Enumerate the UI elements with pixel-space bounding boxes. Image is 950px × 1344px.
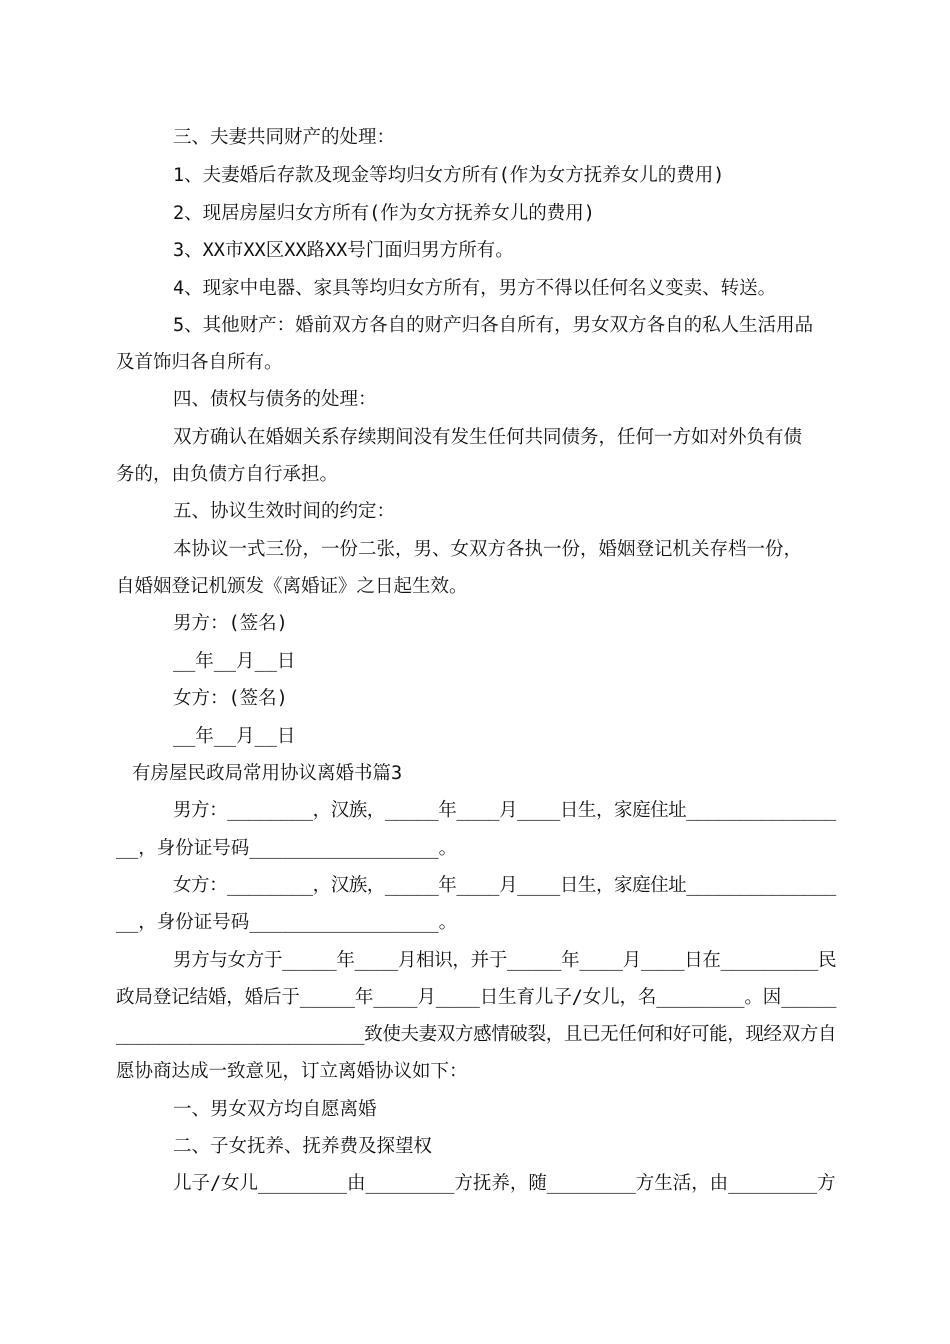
paragraph-line: 3、XX市XX区XX路XX号门面归男方所有。 [173, 240, 514, 261]
paragraph-line: 男方与女方于_____年____月相识，并于_____年____月____日在_________民 [173, 950, 837, 971]
section-heading-divorce: 一、男女双方均自愿离婚 [173, 1099, 377, 1120]
paragraph-line: 女方：________，汉族，_____年____月____日生，家庭住址______________ [173, 875, 836, 896]
paragraph-line: __，身份证号码_________________。 [116, 912, 458, 933]
paragraph-line: 自婚姻登记机颁发《离婚证》之日起生效。 [116, 576, 468, 597]
paragraph-line: __，身份证号码_________________。 [116, 838, 458, 859]
section-heading-property: 三、夫妻共同财产的处理： [173, 127, 396, 148]
section-heading-custody: 二、子女抚养、抚养费及探望权 [173, 1136, 433, 1157]
paragraph-line: 务的，由负债方自行承担。 [116, 464, 339, 485]
date-line: __年__月__日 [173, 651, 296, 672]
section-heading-effective: 五、协议生效时间的约定： [173, 501, 396, 522]
paragraph-line: 愿协商达成一致意见，订立离婚协议如下： [116, 1061, 468, 1082]
article-title: 有房屋民政局常用协议离婚书篇3 [132, 763, 403, 784]
section-heading-debts: 四、债权与债务的处理： [173, 389, 377, 410]
signature-line-female: 女方：(签名) [173, 688, 288, 709]
paragraph-line: 5、其他财产：婚前双方各自的财产归各自所有，男女双方各自的私人生活用品 [173, 315, 814, 336]
paragraph-line: 4、现家中电器、家具等均归女方所有，男方不得以任何名义变卖、转送。 [173, 278, 777, 299]
paragraph-line: 男方：________，汉族，_____年____月____日生，家庭住址______________ [173, 800, 836, 821]
paragraph-line: 本协议一式三份，一份二张，男、女双方各执一份，婚姻登记机关存档一份， [173, 539, 803, 560]
paragraph-line: 双方确认在婚姻关系存续期间没有发生任何共同债务，任何一方如对外负有债 [173, 427, 803, 448]
paragraph-line: _______________________致使夫妻双方感情破裂，且已无任何和好可能，现经双方自 [116, 1024, 837, 1045]
date-line: __年__月__日 [173, 726, 296, 747]
paragraph-line: 儿子/女儿________由________方抚养，随________方生活，由________方 [173, 1173, 836, 1194]
paragraph-line: 政局登记结婚，婚后于_____年____月____日生育儿子/女儿，名________。因_____ [116, 987, 837, 1008]
signature-line-male: 男方：(签名) [173, 613, 288, 634]
paragraph-line: 1、夫妻婚后存款及现金等均归女方所有(作为女方抚养女儿的费用) [173, 165, 725, 186]
paragraph-line: 及首饰归各自所有。 [116, 352, 283, 373]
paragraph-line: 2、现居房屋归女方所有(作为女方抚养女儿的费用) [173, 203, 595, 224]
